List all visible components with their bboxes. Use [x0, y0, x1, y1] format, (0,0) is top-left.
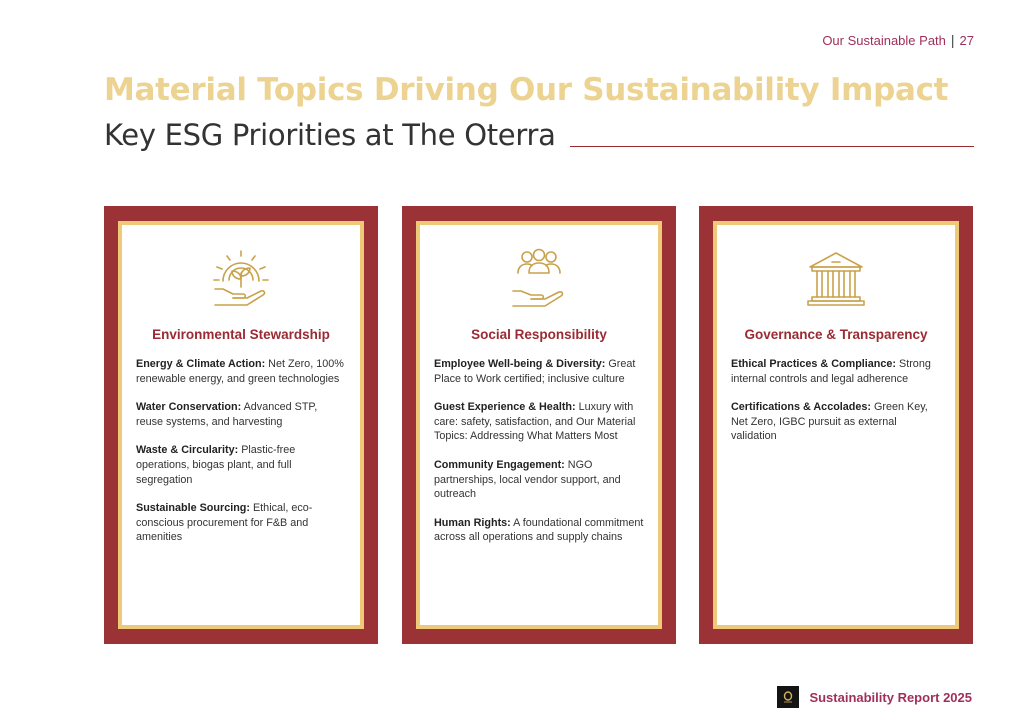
topic-label: Sustainable Sourcing: [136, 502, 250, 515]
topic-text: Ethical, eco-conscious procurement for F&B and amenities [136, 502, 313, 544]
card-title: Governance & Transparency [744, 327, 928, 342]
esg-card-social [402, 206, 676, 644]
topic-label: Certifications & Accolades: [731, 401, 871, 414]
topic-item [136, 400, 346, 429]
topic-item [731, 357, 941, 386]
topic-label: Water Conservation: [136, 401, 242, 414]
topic-item [434, 458, 644, 502]
card-title: Social Responsibility [471, 327, 607, 342]
topic-list [731, 357, 941, 444]
topic-text: A foundational commitment across all operations and supply chains [434, 516, 644, 544]
topic-label: Waste & Circularity: [136, 444, 239, 457]
topic-item [731, 400, 941, 444]
oterra-logo-icon [777, 686, 799, 708]
topic-text: Strong internal controls and legal adherence [731, 358, 931, 385]
card-panel [416, 221, 662, 629]
topic-item [434, 357, 644, 386]
topic-item [136, 443, 346, 487]
topic-text: Plastic-free operations, biogas plant, and full segregation [136, 444, 296, 486]
card-title: Environmental Stewardship [152, 327, 330, 342]
page-subtitle: Key ESG Priorities at The Oterra [104, 118, 556, 152]
institution-building-icon [731, 247, 941, 311]
topic-label: Community Engagement: [434, 458, 565, 471]
topic-item [136, 357, 346, 386]
topic-text: Green Key, Net Zero, IGBC pursuit as external validation [731, 401, 928, 443]
topic-item [136, 501, 346, 545]
topic-item [434, 516, 644, 545]
topic-text: NGO partnerships, local vendor support, and outreach [434, 458, 621, 501]
report-title: Sustainability Report 2025 [809, 689, 972, 705]
header-separator: | [950, 32, 955, 48]
page-footer [777, 686, 972, 708]
page-title: Material Topics Driving Our Sustainability Impact [104, 72, 949, 108]
topic-label: Energy & Climate Action: [136, 358, 266, 370]
card-panel [118, 221, 364, 629]
topic-list [136, 357, 346, 545]
esg-card-environmental [104, 206, 378, 644]
topic-label: Guest Experience & Health: [434, 401, 576, 414]
topic-list [434, 357, 644, 545]
section-name: Our Sustainable Path [822, 32, 946, 48]
topic-text: Great Place to Work certified; inclusive culture [434, 358, 636, 385]
topic-item [434, 400, 644, 444]
page-header [822, 32, 974, 48]
page-number: 27 [959, 32, 974, 48]
esg-card-governance [699, 206, 973, 644]
gear-plant-hand-icon [136, 247, 346, 311]
topic-label: Employee Well-being & Diversity: [434, 358, 606, 370]
topic-label: Ethical Practices & Compliance: [731, 358, 897, 370]
title-divider [570, 146, 974, 147]
people-hand-icon [434, 247, 644, 311]
card-panel [713, 221, 959, 629]
topic-text: Luxury with care: safety, satisfaction, and Our Material Topics: Addressing What Matters Most [434, 401, 636, 443]
topic-label: Human Rights: [434, 516, 511, 529]
topic-text: Net Zero, 100% renewable energy, and green technologies [136, 358, 344, 385]
topic-text: Advanced STP, reuse systems, and harvesting [136, 401, 318, 428]
